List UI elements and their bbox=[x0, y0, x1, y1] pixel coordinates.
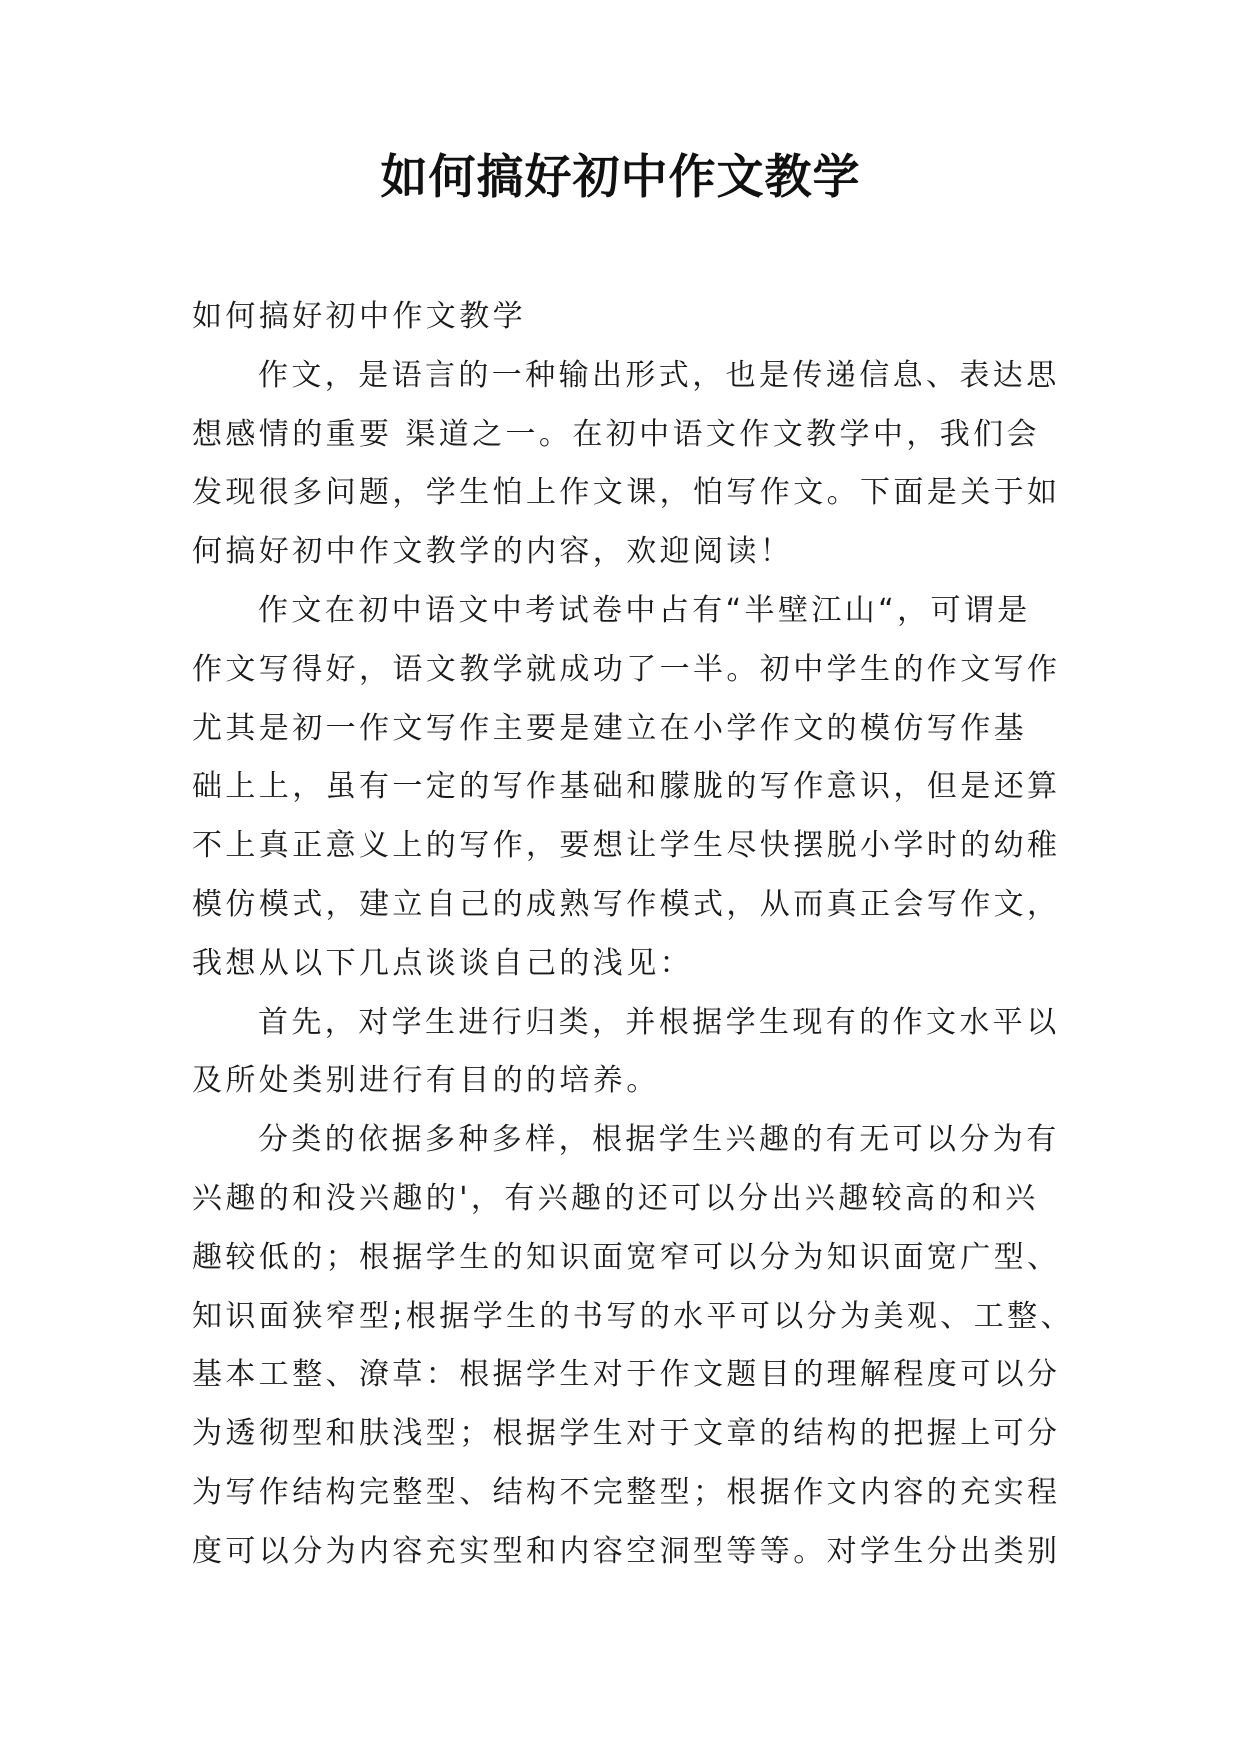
text-line: 模仿模式，建立自己的成熟写作模式，从而真正会写作文， bbox=[192, 886, 1061, 922]
text-line: 为透彻型和肤浅型；根据学生对于文章的结构的把握上可分 bbox=[192, 1416, 1061, 1452]
text-line: 如何搞好初中作文教学 bbox=[192, 299, 526, 334]
text-line: 何搞好初中作文教学的内容，欢迎阅读！ bbox=[192, 534, 794, 570]
text-line: 度可以分为内容充实型和内容空洞型等等。对学生分出类别 bbox=[192, 1533, 1061, 1569]
text-line: 不上真正意义上的写作，要想让学生尽快摆脱小学时的幼稚 bbox=[192, 828, 1061, 864]
document-title: 如何搞好初中作文教学 bbox=[380, 150, 861, 205]
text-line: 尤其是初一作文写作主要是建立在小学作文的模仿写作基 bbox=[192, 710, 1027, 746]
text-line: 知识面狭窄型;根据学生的书写的水平可以分为美观、工整、 bbox=[192, 1298, 1074, 1334]
text-line: 趣较低的；根据学生的知识面宽窄可以分为知识面宽广型、 bbox=[192, 1239, 1061, 1275]
text-line: 发现很多问题，学生怕上作文课，怕写作文。下面是关于如 bbox=[192, 475, 1061, 511]
text-line: 首先，对学生进行归类，并根据学生现有的作文水平以 bbox=[258, 1004, 1060, 1040]
text-line: 分类的依据多种多样，根据学生兴趣的有无可以分为有 bbox=[258, 1122, 1060, 1158]
text-line: 基本工整、潦草：根据学生对于作文题目的理解程度可以分 bbox=[192, 1357, 1061, 1393]
text-line: 兴趣的和没兴趣的'，有兴趣的还可以分出兴趣较高的和兴 bbox=[192, 1180, 1039, 1216]
text-line: 为写作结构完整型、结构不完整型；根据作文内容的充实程 bbox=[192, 1474, 1061, 1510]
text-line: 想感情的重要 渠道之一。在初中语文作文教学中，我们会 bbox=[192, 416, 1040, 452]
text-line: 作文，是语言的一种输出形式，也是传递信息、表达思 bbox=[258, 357, 1060, 393]
text-line: 础上上，虽有一定的写作基础和朦胧的写作意识，但是还算 bbox=[192, 769, 1061, 805]
text-line: 作文写得好，语文教学就成功了一半。初中学生的作文写作 bbox=[192, 651, 1061, 687]
text-line: 及所处类别进行有目的的培养。 bbox=[192, 1063, 660, 1099]
text-line: 我想从以下几点谈谈自己的浅见： bbox=[192, 945, 693, 981]
document-body bbox=[192, 288, 1074, 1582]
text-line: 作文在初中语文中考试卷中占有“半壁江山“，可谓是 bbox=[258, 592, 1031, 628]
